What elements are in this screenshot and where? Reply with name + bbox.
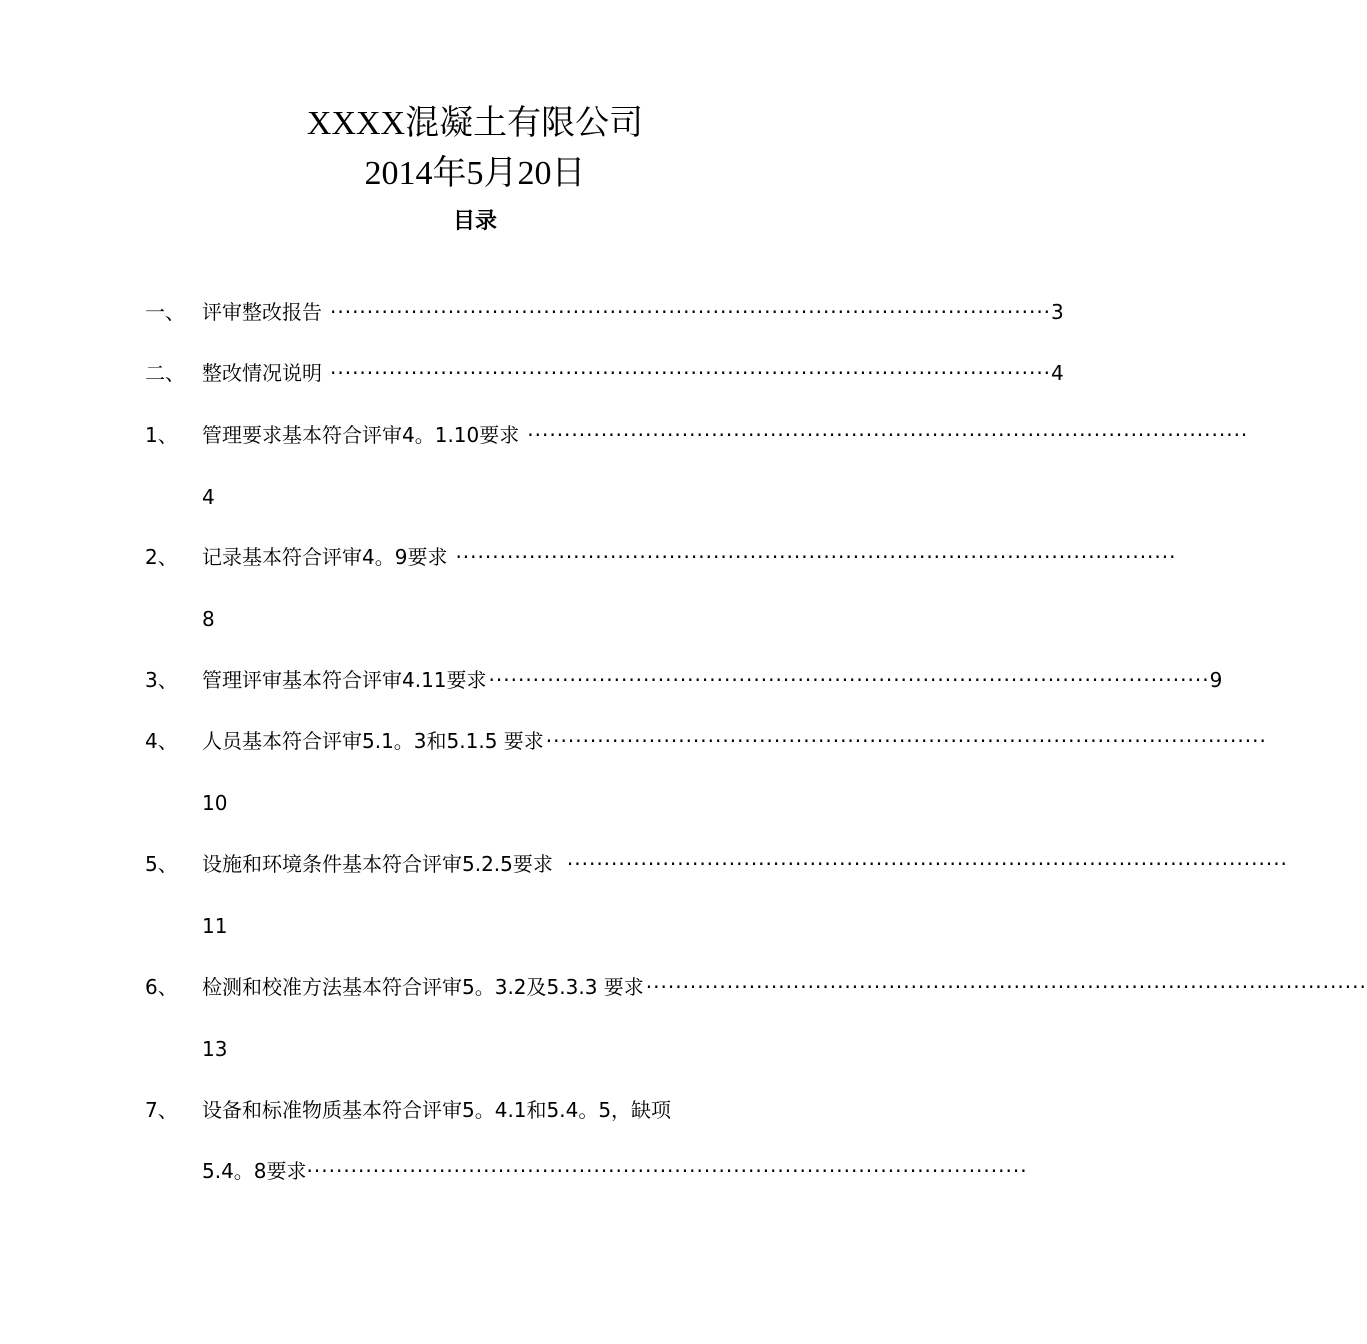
dot-leader: ··································································································: [455, 545, 1177, 569]
dot-leader: ··································································································: [488, 668, 1210, 692]
toc-entry-label: 管理要求基本符合评审4。1.10要求: [202, 423, 520, 447]
toc-entry[interactable]: [202, 972, 1367, 1002]
toc-entry-number: 6、: [145, 975, 178, 999]
document-date: 2014年5月20日: [364, 155, 586, 192]
toc-entry[interactable]: [202, 849, 1288, 879]
toc-entry-number: 4、: [145, 729, 178, 753]
company-name: XXXX混凝土有限公司: [306, 105, 644, 142]
toc-page-number: 10: [202, 791, 228, 815]
toc-page-number: 13: [202, 1037, 228, 1061]
toc-entry-number: 7、: [145, 1098, 178, 1122]
toc-page-number: 4: [202, 485, 215, 509]
toc-entry-number: 二、: [145, 361, 185, 385]
toc-entry-label: 设施和环境条件基本符合评审5.2.5要求: [202, 852, 553, 876]
toc-page-number: 11: [202, 914, 228, 938]
toc-entry-number: 5、: [145, 852, 178, 876]
toc-entry-number: 3、: [145, 668, 178, 692]
dot-leader: ··································································································: [645, 975, 1367, 999]
toc-entry-label: 管理评审基本符合评审4.11要求: [202, 668, 487, 692]
dot-leader: ··································································································: [527, 423, 1249, 447]
dot-leader: ··································································································: [306, 1159, 1028, 1183]
toc-entry-number: 一、: [145, 300, 185, 324]
toc-entry[interactable]: [202, 1095, 805, 1125]
toc-page-number: 3: [1051, 300, 1064, 324]
dot-leader: ··································································································: [545, 729, 1267, 753]
toc-entry-label: 记录基本符合评审4。9要求: [202, 545, 448, 569]
toc-entry-label: 整改情况说明: [202, 361, 322, 385]
dot-leader: ··································································································: [330, 300, 1052, 324]
toc-entry[interactable]: [202, 726, 1267, 756]
toc-entry-label: 评审整改报告: [202, 300, 322, 324]
toc-entry-label: 设备和标准物质基本符合评审5。4.1和5.4。5，缺项: [202, 1098, 672, 1122]
toc-entry[interactable]: [202, 358, 1064, 388]
toc-entry-label: 5.4。8要求: [202, 1159, 307, 1183]
toc-entry-number: 2、: [145, 545, 178, 569]
toc-entry-label: 检测和校准方法基本符合评审5。3.2及5.3.3 要求: [202, 975, 644, 999]
toc-entry-continuation[interactable]: [202, 1156, 1028, 1186]
toc-entry-label: 人员基本符合评审5.1。3和5.1.5 要求: [202, 729, 544, 753]
toc-entry[interactable]: [202, 665, 1223, 695]
dot-leader: ··································································································: [330, 361, 1052, 385]
toc-page-number: 8: [202, 607, 215, 631]
toc-title: 目录: [452, 209, 497, 234]
toc-entry[interactable]: [202, 297, 1064, 327]
toc-page-number: 4: [1051, 361, 1064, 385]
toc-entry[interactable]: [202, 420, 1249, 450]
toc-entry-number: 1、: [145, 423, 178, 447]
toc-page-number: 9: [1209, 668, 1223, 692]
dot-leader: ··································································································: [566, 852, 1288, 876]
toc-entry[interactable]: [202, 542, 1177, 572]
